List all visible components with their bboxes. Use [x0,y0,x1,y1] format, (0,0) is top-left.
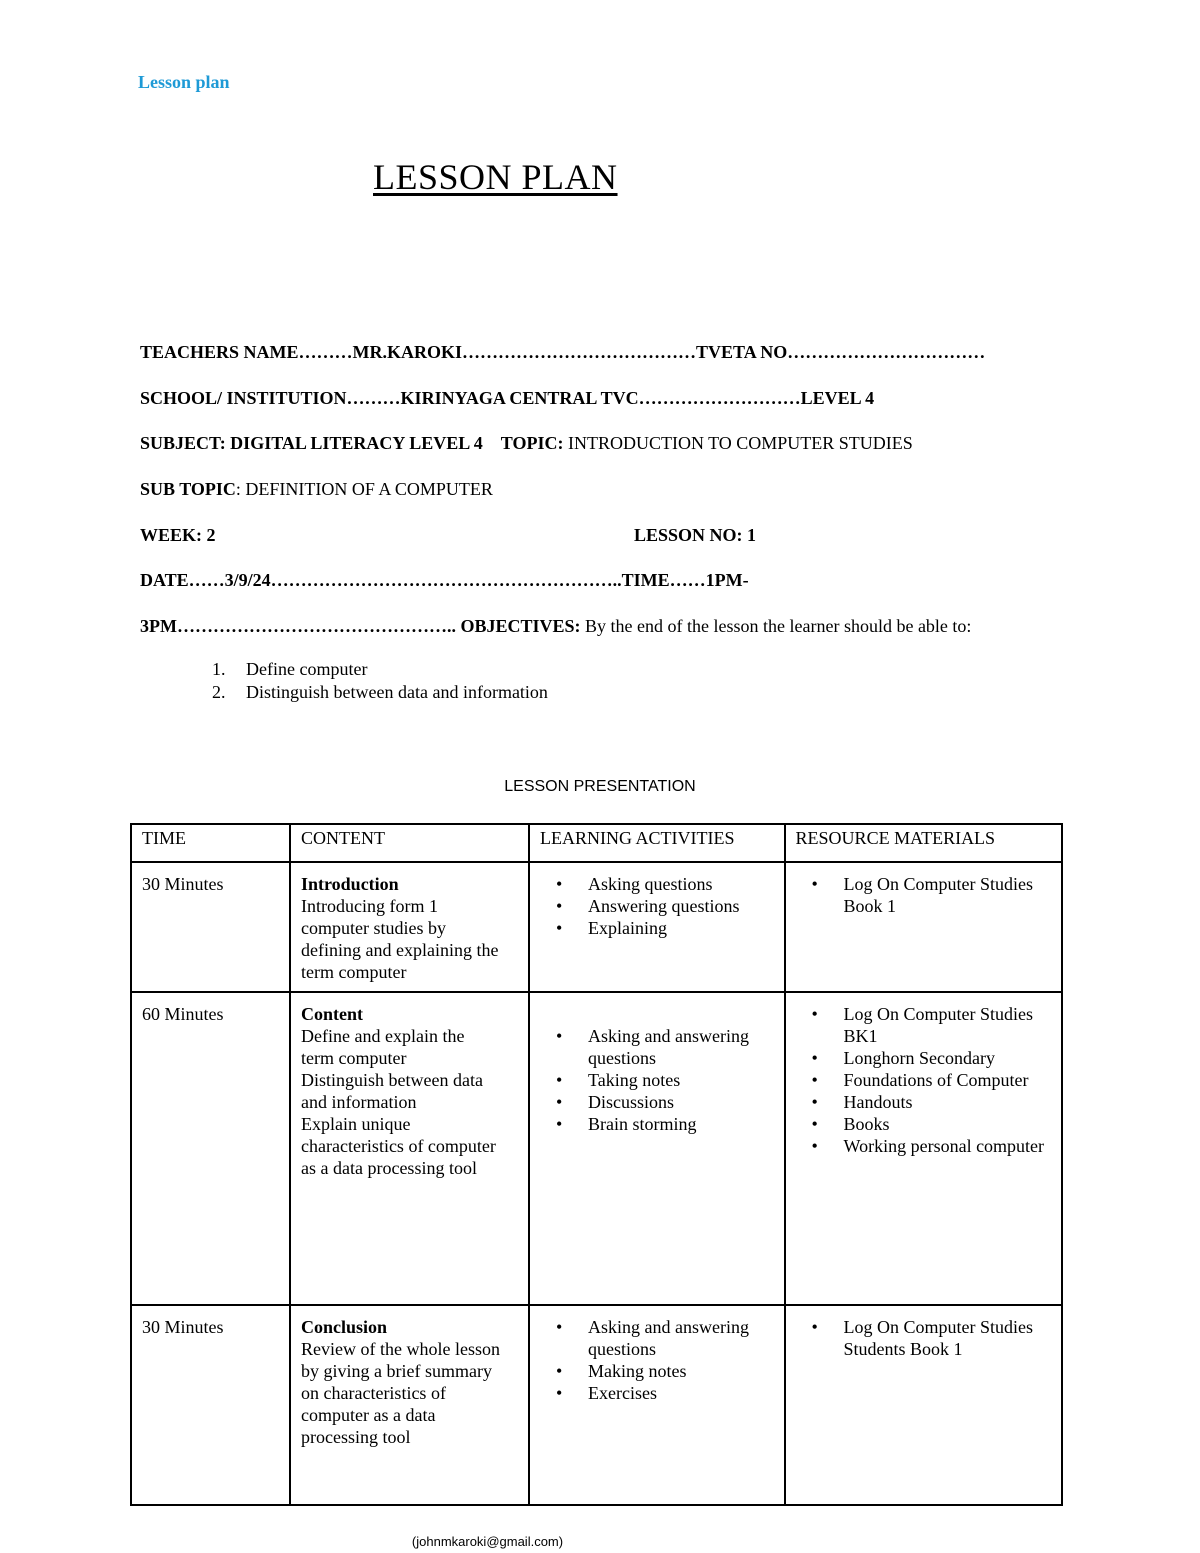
subject-topic-line [140,433,913,454]
list-item: • Handouts [844,1091,1051,1113]
content-line: processing tool [301,1427,411,1447]
table-header-cell: CONTENT [290,824,529,862]
footer-email: (johnmkaroki@gmail.com) [411,1534,564,1549]
subtopic-value: : DEFINITION OF A COMPUTER [235,479,493,499]
content-cell [290,862,529,992]
presentation-caption: LESSON PRESENTATION [504,778,696,795]
list-item: • Log On Computer Studies Students Book 1 [844,1316,1051,1360]
subject-label: SUBJECT: DIGITAL LITERACY LEVEL 4 [140,433,483,453]
lesson-no-field: LESSON NO: 1 [634,525,757,545]
list-item: • Log On Computer Studies Book 1 [844,873,1051,917]
table-row [131,1305,1062,1505]
list-item: • Making notes [588,1360,774,1382]
objective-number: 2. [212,682,226,702]
list-item: • Answering questions [588,895,774,917]
resources-cell [785,1305,1062,1505]
resources-cell [785,992,1062,1305]
content-line: term computer [301,1048,407,1068]
content-line: Define and explain the [301,1026,465,1046]
list-item: • Foundations of Computer [844,1069,1051,1091]
subtopic-label: SUB TOPIC [140,479,236,499]
objectives-intro: By the end of the lesson the learner should be able to: [585,616,972,636]
content-line: computer as a data [301,1405,436,1425]
table-row [131,862,1062,992]
table-header-cell: TIME [131,824,290,862]
list-item: • Asking and answering questions [588,1025,774,1069]
content-cell [290,1305,529,1505]
list-item: • Longhorn Secondary [844,1047,1051,1069]
list-item: • Working personal computer [844,1135,1051,1157]
activities-cell [529,1305,785,1505]
content-line: characteristics of computer [301,1136,496,1156]
date-time-line: DATE……3/9/24…………………………………………………..TIME……1PM- [140,570,749,590]
list-item: • Taking notes [588,1069,774,1091]
content-title: Introduction [301,874,399,894]
table-header-row [131,824,1062,862]
time-cell: 60 Minutes [131,992,290,1305]
content-line: as a data processing tool [301,1158,477,1178]
objectives-line [140,616,971,637]
time-objectives-label: 3PM……………………………………….. OBJECTIVES: [140,616,581,636]
topic-value: INTRODUCTION TO COMPUTER STUDIES [567,433,913,453]
content-line: by giving a brief summary [301,1361,492,1381]
time-cell: 30 Minutes [131,862,290,992]
objective-number: 1. [212,659,226,679]
page-title: LESSON PLAN [373,157,618,197]
objectives-list [140,659,548,705]
header-label: Lesson plan [138,72,230,92]
content-line: on characteristics of [301,1383,446,1403]
list-item: • Exercises [588,1382,774,1404]
content-line: term computer [301,962,407,982]
content-title: Conclusion [301,1317,388,1337]
content-title: Content [301,1004,363,1024]
content-line: Explain unique [301,1114,411,1134]
table-row [131,992,1062,1305]
list-item: • Log On Computer Studies BK1 [844,1003,1051,1047]
resources-cell [785,862,1062,992]
objective-item [140,659,548,682]
content-line: defining and explaining the [301,940,499,960]
activities-cell [529,862,785,992]
objective-text: Define computer [246,659,368,679]
content-cell [290,992,529,1305]
content-line: Distinguish between data [301,1070,483,1090]
table-header-cell: LEARNING ACTIVITIES [529,824,785,862]
objective-text: Distinguish between data and information [246,682,548,702]
content-line: Introducing form 1 [301,896,438,916]
activities-cell [529,992,785,1305]
objective-item [140,682,548,705]
time-cell: 30 Minutes [131,1305,290,1505]
list-item: • Explaining [588,917,774,939]
list-item: • Books [844,1113,1051,1135]
table-header-cell: RESOURCE MATERIALS [785,824,1062,862]
week-field: WEEK: 2 [140,525,216,545]
content-line: Review of the whole lesson [301,1339,500,1359]
subtopic-line [140,479,493,500]
school-line: SCHOOL/ INSTITUTION………KIRINYAGA CENTRAL TVC………………………LEVEL 4 [140,388,875,408]
teacher-line: TEACHERS NAME………MR.KAROKI…………………………………TVETA NO…………………………… [140,342,986,362]
list-item: • Asking and answering questions [588,1316,774,1360]
content-line: computer studies by [301,918,446,938]
list-item: • Asking questions [588,873,774,895]
list-item: • Discussions [588,1091,774,1113]
topic-label: TOPIC: [500,433,564,453]
lesson-table [130,823,1063,1506]
content-line: and information [301,1092,417,1112]
list-item: • Brain storming [588,1113,774,1135]
